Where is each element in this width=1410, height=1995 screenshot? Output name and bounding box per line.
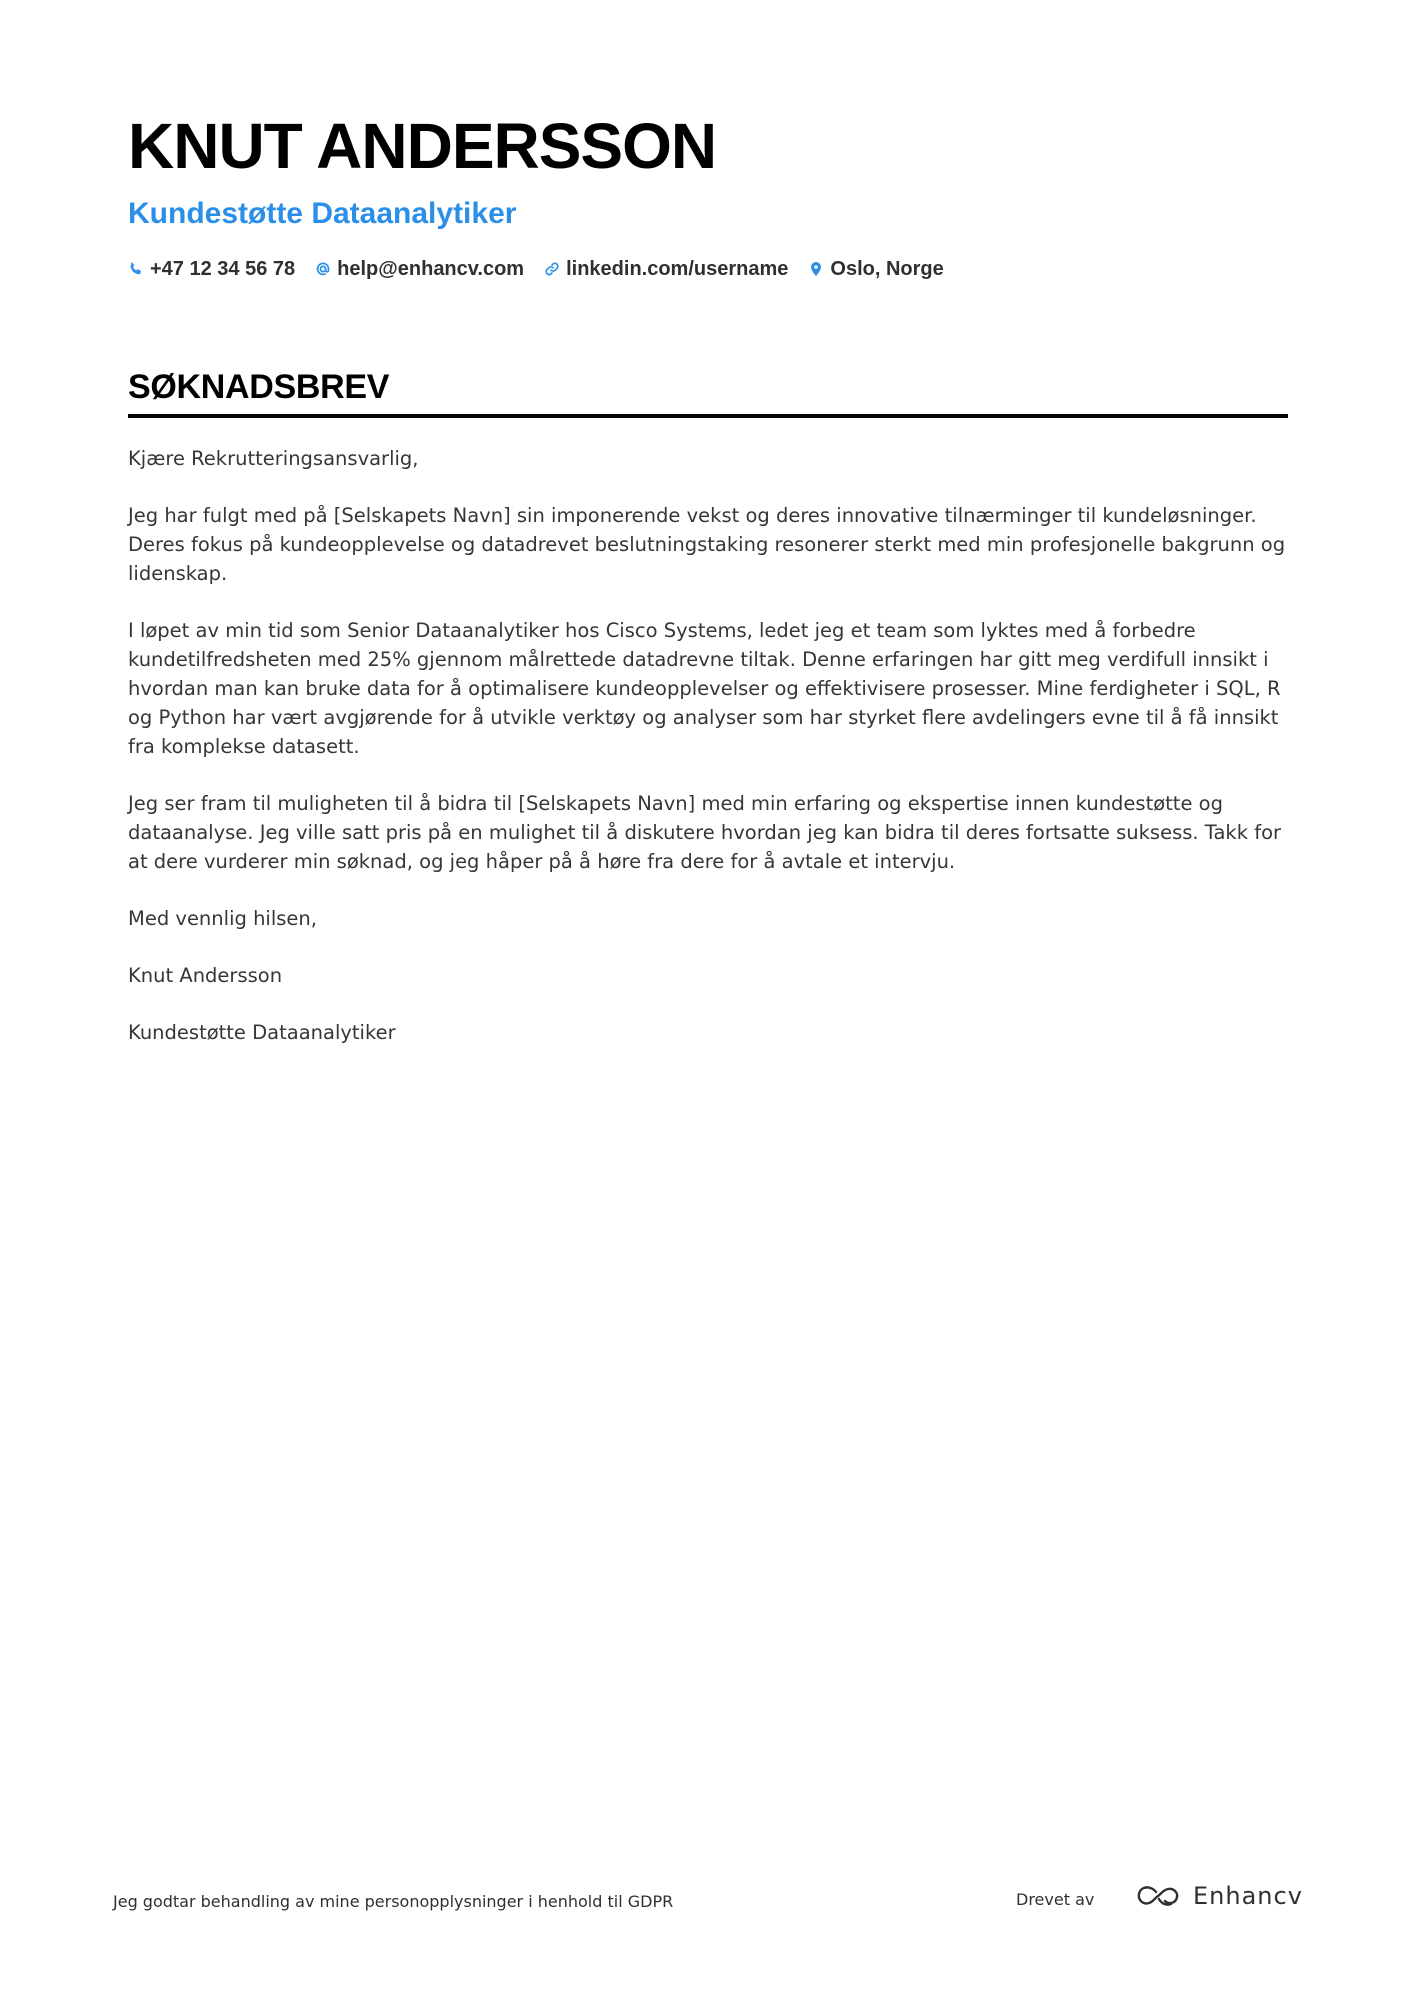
letter-paragraph: Jeg ser fram til muligheten til å bidra til [Selskapets Navn] med min erfaring og ekspertise innen kundestøtte og dataanalyse. Jeg ville satt pris på en mulighet til å diskutere hvordan jeg kan bidra til deres fortsatte suksess. Takk for at dere vurderer min søknad, og jeg håper på å høre fra dere for å avtale et intervju. bbox=[128, 792, 1282, 873]
contact-location bbox=[808, 256, 943, 282]
applicant-name: KNUT ANDERSSON bbox=[128, 110, 717, 182]
letter-body bbox=[128, 444, 1288, 1047]
enhancv-brand[interactable] bbox=[1135, 1882, 1303, 1910]
cover-letter-section bbox=[128, 366, 1288, 1075]
enhancv-wordmark: Enhancv bbox=[1193, 1882, 1303, 1910]
footer bbox=[113, 1880, 1303, 1920]
link-icon bbox=[544, 261, 560, 277]
job-title: Kundestøtte Dataanalytiker bbox=[128, 197, 517, 230]
contact-location-text: Oslo, Norge bbox=[830, 258, 944, 280]
contact-phone-text: +47 12 34 56 78 bbox=[150, 258, 296, 280]
gdpr-consent-text: Jeg godtar behandling av mine personopplysninger i henhold til GDPR bbox=[113, 1892, 674, 1911]
contact-linkedin[interactable] bbox=[544, 256, 788, 282]
phone-icon bbox=[128, 261, 144, 277]
letter-closing: Med vennlig hilsen, bbox=[128, 907, 317, 930]
at-icon bbox=[315, 261, 331, 277]
location-pin-icon bbox=[808, 261, 824, 277]
contact-email[interactable] bbox=[315, 256, 524, 282]
powered-by-label: Drevet av bbox=[1016, 1890, 1095, 1909]
header bbox=[128, 110, 1288, 282]
contact-email-text: help@enhancv.com bbox=[337, 258, 525, 280]
contact-row bbox=[128, 256, 1288, 282]
contact-linkedin-text: linkedin.com/username bbox=[566, 258, 789, 280]
letter-greeting: Kjære Rekrutteringsansvarlig, bbox=[128, 447, 419, 470]
signature-name: Knut Andersson bbox=[128, 964, 283, 987]
letter-paragraph: Jeg har fulgt med på [Selskapets Navn] sin imponerende vekst og deres innovative tilnærminger til kundeløsninger. Deres fokus på kundeopplevelse og datadrevet beslutningstaking resonerer sterkt med min profesjonelle bakgrunn og lidenskap. bbox=[128, 504, 1286, 585]
section-title: SØKNADSBREV bbox=[128, 368, 390, 406]
contact-phone bbox=[128, 256, 295, 282]
enhancv-logo-icon bbox=[1135, 1883, 1181, 1909]
letter-paragraph: I løpet av min tid som Senior Dataanalytiker hos Cisco Systems, ledet jeg et team som lyktes med å forbedre kundetilfredsheten med 25% gjennom målrettede datadrevne tiltak. Denne erfaringen har gitt meg verdifull innsikt i hvordan man kan bruke data for å optimalisere kundeopplevelser og effektivisere prosesser. Mine ferdigheter i SQL, R og Python har vært avgjørende for å utvikle verktøy og analyser som har styrket flere avdelingers evne til å få innsikt fra komplekse datasett. bbox=[128, 619, 1281, 758]
signature-title: Kundestøtte Dataanalytiker bbox=[128, 1021, 396, 1044]
section-divider bbox=[128, 414, 1288, 418]
